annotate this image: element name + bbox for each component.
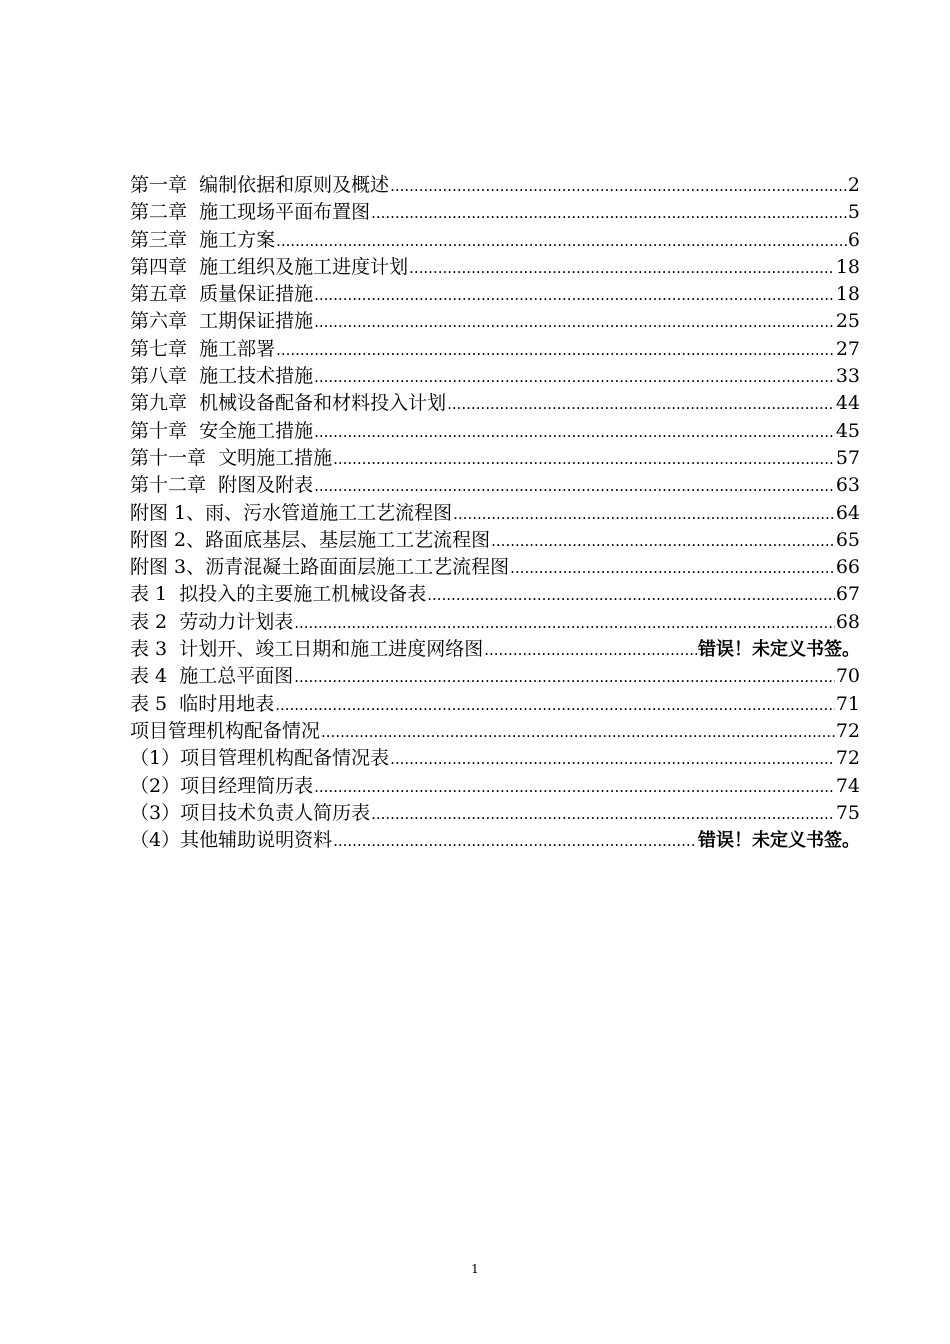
toc-entry[interactable] <box>130 363 860 390</box>
toc-entry-page: 27 <box>835 337 860 360</box>
toc-entry-title: 附图 2、路面底基层、基层施工工艺流程图 <box>130 528 491 551</box>
toc-leader-dots <box>447 391 835 417</box>
toc-entry-page: 66 <box>835 556 860 579</box>
toc-entry-title: 表 4 施工总平面图 <box>130 665 294 688</box>
page-number: 1 <box>471 1262 479 1276</box>
toc-entry-page-error: 错误！未定义书签。 <box>698 639 860 661</box>
toc-entry-page: 25 <box>835 310 860 333</box>
toc-leader-dots <box>294 610 835 636</box>
toc-entry-title: 第十二章 附图及附表 <box>130 474 314 497</box>
toc-leader-dots <box>427 582 835 608</box>
toc-entry-page: 74 <box>835 774 860 797</box>
toc-leader-dots <box>314 419 835 445</box>
toc-leader-dots <box>321 719 835 745</box>
toc-entry[interactable] <box>130 445 860 472</box>
toc-entry[interactable] <box>130 609 860 636</box>
toc-entry[interactable] <box>130 172 860 199</box>
toc-entry[interactable] <box>130 500 860 527</box>
toc-entry-page-error: 错误！未定义书签。 <box>698 830 860 852</box>
toc-entry-title: 项目管理机构配备情况 <box>130 719 321 742</box>
toc-entry[interactable] <box>130 773 860 800</box>
toc-entry-title: 第三章 施工方案 <box>130 228 276 251</box>
toc-entry-title: 第一章 编制依据和原则及概述 <box>130 174 390 196</box>
toc-entry-page: 44 <box>835 392 860 415</box>
table-of-contents <box>130 172 860 854</box>
toc-leader-dots <box>314 364 835 390</box>
toc-entry-title: 表 1 拟投入的主要施工机械设备表 <box>130 583 427 606</box>
toc-entry[interactable] <box>130 691 860 718</box>
toc-entry-page: 57 <box>835 446 860 469</box>
toc-entry-page: 75 <box>835 801 860 824</box>
toc-leader-dots <box>390 173 847 199</box>
toc-entry[interactable] <box>130 281 860 308</box>
toc-leader-dots <box>276 228 847 254</box>
toc-entry[interactable] <box>130 581 860 608</box>
toc-entry-page: 18 <box>835 283 860 306</box>
toc-leader-dots <box>453 501 835 527</box>
toc-leader-dots <box>275 692 835 718</box>
toc-leader-dots <box>333 446 835 472</box>
toc-leader-dots <box>333 828 697 854</box>
toc-entry-page: 67 <box>835 583 860 606</box>
toc-leader-dots <box>276 337 835 363</box>
toc-leader-dots <box>371 200 847 226</box>
toc-leader-dots <box>371 801 835 827</box>
toc-leader-dots <box>314 309 835 335</box>
toc-entry-title: 第八章 施工技术措施 <box>130 365 314 388</box>
toc-entry-title: 表 2 劳动力计划表 <box>130 610 294 633</box>
toc-leader-dots <box>390 746 835 772</box>
toc-entry-page: 70 <box>835 665 860 688</box>
toc-entry-title: 表 5 临时用地表 <box>130 692 275 715</box>
toc-entry-page: 45 <box>835 419 860 442</box>
toc-entry-page: 68 <box>835 610 860 633</box>
toc-entry[interactable] <box>130 554 860 581</box>
toc-entry[interactable] <box>130 254 860 281</box>
toc-leader-dots <box>314 282 835 308</box>
toc-entry-page: 5 <box>847 201 860 224</box>
toc-entry-title: 附图 3、沥青混凝土路面面层施工工艺流程图 <box>130 556 510 579</box>
toc-entry-title: （1）项目管理机构配备情况表 <box>130 747 390 770</box>
toc-entry-page: 72 <box>835 747 860 770</box>
toc-entry-title: 第七章 施工部署 <box>130 337 276 360</box>
toc-entry-title: 第九章 机械设备配备和材料投入计划 <box>130 392 447 415</box>
toc-entry-page: 72 <box>835 719 860 742</box>
toc-entry-title: 第十章 安全施工措施 <box>130 419 314 442</box>
toc-entry-page: 33 <box>835 365 860 388</box>
toc-entry[interactable] <box>130 336 860 363</box>
toc-entry[interactable] <box>130 745 860 772</box>
toc-entry[interactable] <box>130 390 860 417</box>
toc-leader-dots <box>491 528 835 554</box>
toc-entry[interactable] <box>130 199 860 226</box>
toc-entry-title: （3）项目技术负责人简历表 <box>130 801 371 824</box>
toc-entry-title: 第六章 工期保证措施 <box>130 310 314 333</box>
toc-entry[interactable] <box>130 636 860 663</box>
toc-entry[interactable] <box>130 527 860 554</box>
toc-entry[interactable] <box>130 800 860 827</box>
toc-entry-title: 第二章 施工现场平面布置图 <box>130 201 371 224</box>
toc-entry-title: 第四章 施工组织及施工进度计划 <box>130 255 409 278</box>
toc-entry-title: 第十一章 文明施工措施 <box>130 446 333 469</box>
toc-entry-title: （2）项目经理简历表 <box>130 774 314 797</box>
toc-entry-page: 18 <box>835 255 860 278</box>
toc-entry-title: 附图 1、雨、污水管道施工工艺流程图 <box>130 501 453 524</box>
toc-leader-dots <box>484 637 697 663</box>
toc-leader-dots <box>314 473 835 499</box>
toc-entry-page: 63 <box>835 474 860 497</box>
toc-entry-page: 71 <box>835 692 860 715</box>
toc-leader-dots <box>294 664 835 690</box>
toc-entry[interactable] <box>130 418 860 445</box>
toc-entry[interactable] <box>130 472 860 499</box>
toc-entry-page: 6 <box>847 228 860 251</box>
toc-entry[interactable] <box>130 663 860 690</box>
toc-leader-dots <box>314 774 835 800</box>
toc-entry-page: 65 <box>835 528 860 551</box>
toc-entry[interactable] <box>130 827 860 854</box>
toc-entry-title: 表 3 计划开、竣工日期和施工进度网络图 <box>130 638 484 661</box>
toc-entry-page: 2 <box>847 174 860 196</box>
toc-leader-dots <box>510 555 835 581</box>
toc-entry-title: （4）其他辅助说明资料 <box>130 829 333 852</box>
toc-entry[interactable] <box>130 308 860 335</box>
toc-entry[interactable] <box>130 227 860 254</box>
toc-leader-dots <box>409 255 835 281</box>
toc-entry-page: 64 <box>835 501 860 524</box>
toc-entry-title: 第五章 质量保证措施 <box>130 283 314 306</box>
toc-entry[interactable] <box>130 718 860 745</box>
